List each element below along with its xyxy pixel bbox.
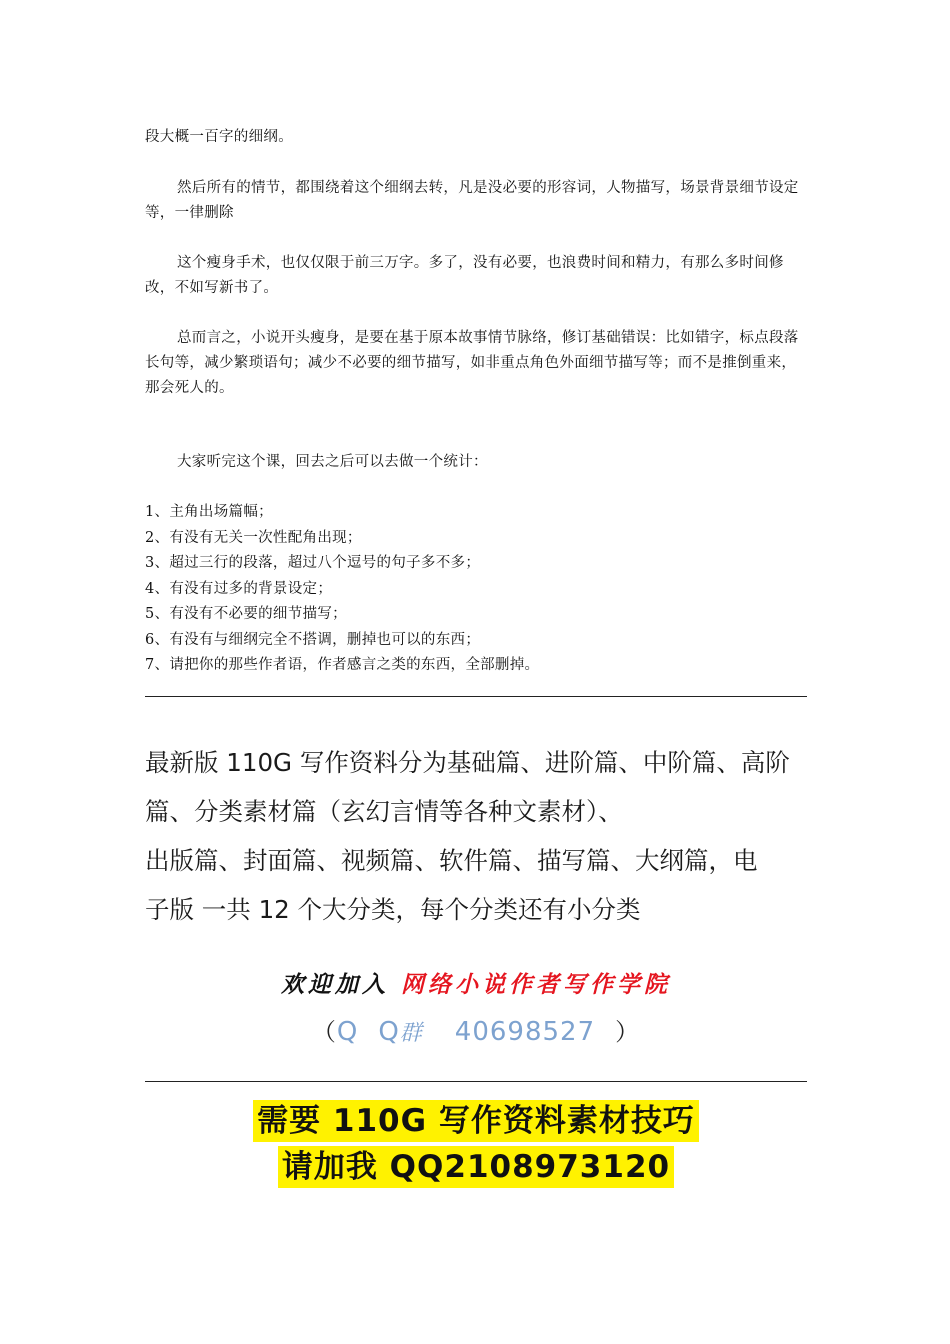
statistics-checklist: [145, 500, 807, 679]
promo-line: 出版篇、封面篇、视频篇、软件篇、描写篇、大纲篇，电: [145, 846, 758, 875]
paragraph-statistics-intro: 大家听完这个课，回去之后可以去做一个统计：: [177, 454, 488, 470]
qq-group-line: [145, 1012, 807, 1047]
welcome-prefix: 欢迎加入: [280, 971, 389, 998]
list-item: 4、有没有过多的背景设定；: [145, 580, 333, 597]
highlight-line-contact[interactable]: 请加我 QQ2108973120: [278, 1146, 674, 1188]
welcome-line: [145, 966, 807, 999]
open-paren: （: [311, 1018, 337, 1046]
promo-text: [145, 738, 807, 934]
academy-name: 网络小说作者写作学院: [401, 971, 671, 998]
paragraph-first-30k: 这个瘦身手术，也仅仅限于前三万字。多了，没有必要，也浪费时间和精力，有那么多时间修改，不如写新书了。: [145, 255, 784, 296]
list-item: 1、主角出场篇幅；: [145, 504, 273, 520]
list-item: 6、有没有与细纲完全不搭调，删掉也可以的东西；: [145, 631, 481, 648]
highlight-block: [145, 1100, 807, 1192]
close-paren: ）: [615, 1018, 641, 1046]
paragraph-cut-details: 然后所有的情节，都围绕着这个细纲去转，凡是没必要的形容词，人物描写，场景背景细节设定等，一律删除: [145, 180, 799, 221]
paragraph-outline-note: 段大概一百字的细纲。: [145, 129, 293, 145]
list-item: 5、有没有不必要的细节描写；: [145, 606, 347, 622]
qq-letter: Q: [336, 1017, 359, 1047]
promo-line: 篇、分类素材篇（玄幻言情等各种文素材）、: [145, 797, 623, 826]
qq-letter: Q: [378, 1017, 400, 1047]
highlight-line-materials: 需要 110G 写作资料素材技巧: [253, 1100, 699, 1142]
list-item: 3、超过三行的段落，超过八个逗号的句子多不多；: [145, 555, 481, 571]
qq-group-number[interactable]: 40698527: [454, 1017, 596, 1047]
list-item: 2、有没有无关一次性配角出现；: [145, 529, 362, 546]
divider: [145, 696, 807, 697]
divider: [145, 1081, 807, 1082]
paragraph-summary: 总而言之，小说开头瘦身，是要在基于原本故事情节脉络，修订基础错误：比如错字，标点段落长句等，减少繁琐语句；减少不必要的细节描写，如非重点角色外面细节描写等；而不是推倒重来，那会死人的。: [145, 330, 799, 396]
promo-line: 子版 一共 12 个大分类，每个分类还有小分类: [145, 895, 641, 924]
promo-line: 最新版 110G 写作资料分为基础篇、进阶篇、中阶篇、高阶: [145, 748, 790, 777]
document-page: [145, 0, 807, 1344]
qq-group-label: 群: [399, 1021, 423, 1046]
list-item: 7、请把你的那些作者语，作者感言之类的东西，全部删掉。: [145, 657, 540, 673]
